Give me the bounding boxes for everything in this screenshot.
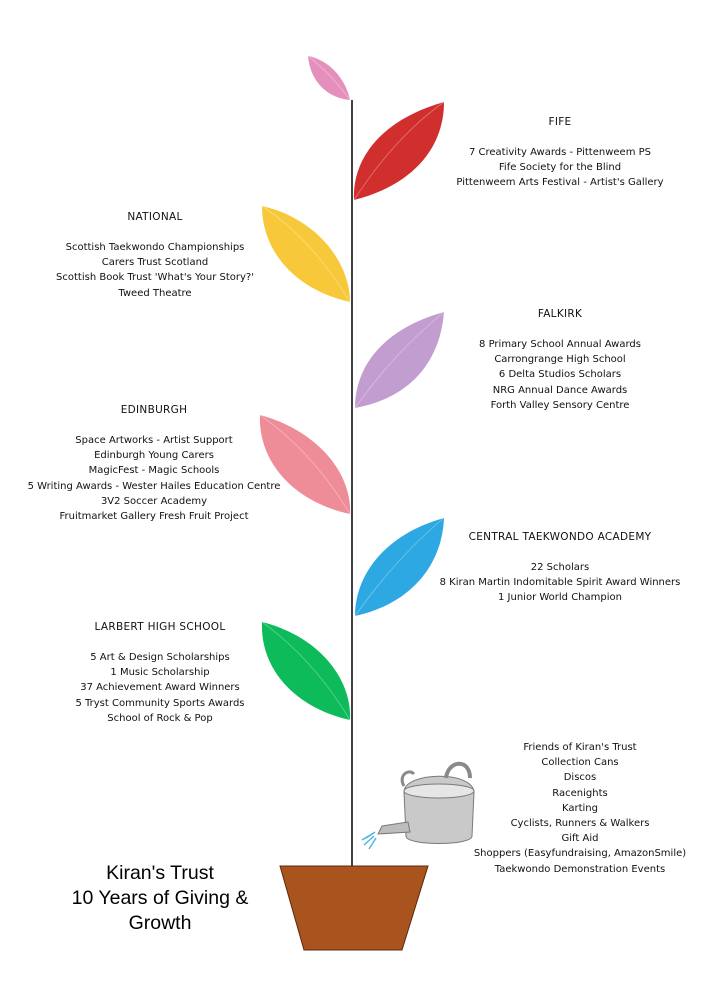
list-item: 37 Achievement Award Winners [80,682,240,694]
flower-pot [280,866,428,950]
list-item: Friends of Kiran's Trust [523,742,637,753]
list-item: Discos [563,772,597,784]
leaf-top [308,56,350,100]
list-item: Shoppers (Easyfundraising, AmazonSmile) [473,848,687,860]
group-items [14,433,294,524]
list-item: 22 Scholars [530,562,590,573]
group-heading: FALKIRK [537,308,583,320]
watering-can-icon [362,764,474,849]
group-items [40,650,280,726]
group-heading: EDINBURGH [120,404,188,416]
group-larbert [40,621,280,726]
list-item: Collection Cans [541,757,619,769]
group-heading: FIFE [548,116,572,128]
list-item: Carers Trust Scotland [101,257,209,269]
leaf-fife [354,102,444,200]
list-item: Forth Valley Sensory Centre [490,399,630,411]
group-items [440,145,680,191]
group-heading: CENTRAL TAEKWONDO ACADEMY [468,531,652,543]
group-falkirk [440,308,680,413]
list-item: 5 Writing Awards - Wester Hailes Education Centre [27,480,281,492]
list-item: School of Rock & Pop [107,712,213,724]
leaf-falkirk [355,312,444,408]
group-heading: NATIONAL [127,211,183,223]
list-item: Space Artworks - Artist Support [75,435,233,446]
title-line: Growth [128,912,192,934]
list-item: Edinburgh Young Carers [94,450,214,462]
list-item: Scottish Taekwondo Championships [65,242,245,253]
list-item: 8 Kiran Martin Indomitable Spirit Award Winners [439,577,681,589]
group-central-taekwondo [418,531,702,606]
list-item: 3V2 Soccer Academy [100,495,208,507]
list-item: Fruitmarket Gallery Fresh Fruit Project [59,511,249,523]
page-title [40,861,280,936]
title-line: Kiran's Trust [106,862,214,884]
group-items [30,240,280,301]
list-item: Carrongrange High School [494,354,626,366]
group-fife [440,116,680,191]
list-item: Scottish Book Trust 'What's Your Story?' [56,272,254,284]
list-item: Karting [561,802,598,814]
list-item: NRG Annual Dance Awards [492,384,628,396]
list-item: 1 Junior World Champion [498,592,622,604]
group-friends [462,740,698,877]
list-item: 5 Art & Design Scholarships [90,652,230,663]
list-item: 6 Delta Studios Scholars [498,369,622,381]
list-item: 1 Music Scholarship [110,667,210,679]
group-items [462,740,698,877]
list-item: MagicFest - Magic Schools [88,465,220,477]
list-item: 8 Primary School Annual Awards [479,339,641,350]
list-item: Taekwondo Demonstration Events [494,863,666,875]
list-item: Cyclists, Runners & Walkers [510,818,650,830]
list-item: Fife Society for the Blind [498,162,622,174]
list-item: Racenights [552,787,608,799]
list-item: Pittenweem Arts Festival - Artist's Gallery [456,177,664,189]
group-items [418,560,702,606]
title-line: 10 Years of Giving & [71,887,249,909]
group-edinburgh [14,404,294,524]
list-item: 5 Tryst Community Sports Awards [75,697,245,709]
group-items [440,337,680,413]
list-item: Gift Aid [561,833,599,845]
list-item: Tweed Theatre [118,287,192,299]
group-national [30,211,280,301]
group-heading: LARBERT HIGH SCHOOL [94,621,226,633]
list-item: 7 Creativity Awards - Pittenweem PS [468,147,651,158]
